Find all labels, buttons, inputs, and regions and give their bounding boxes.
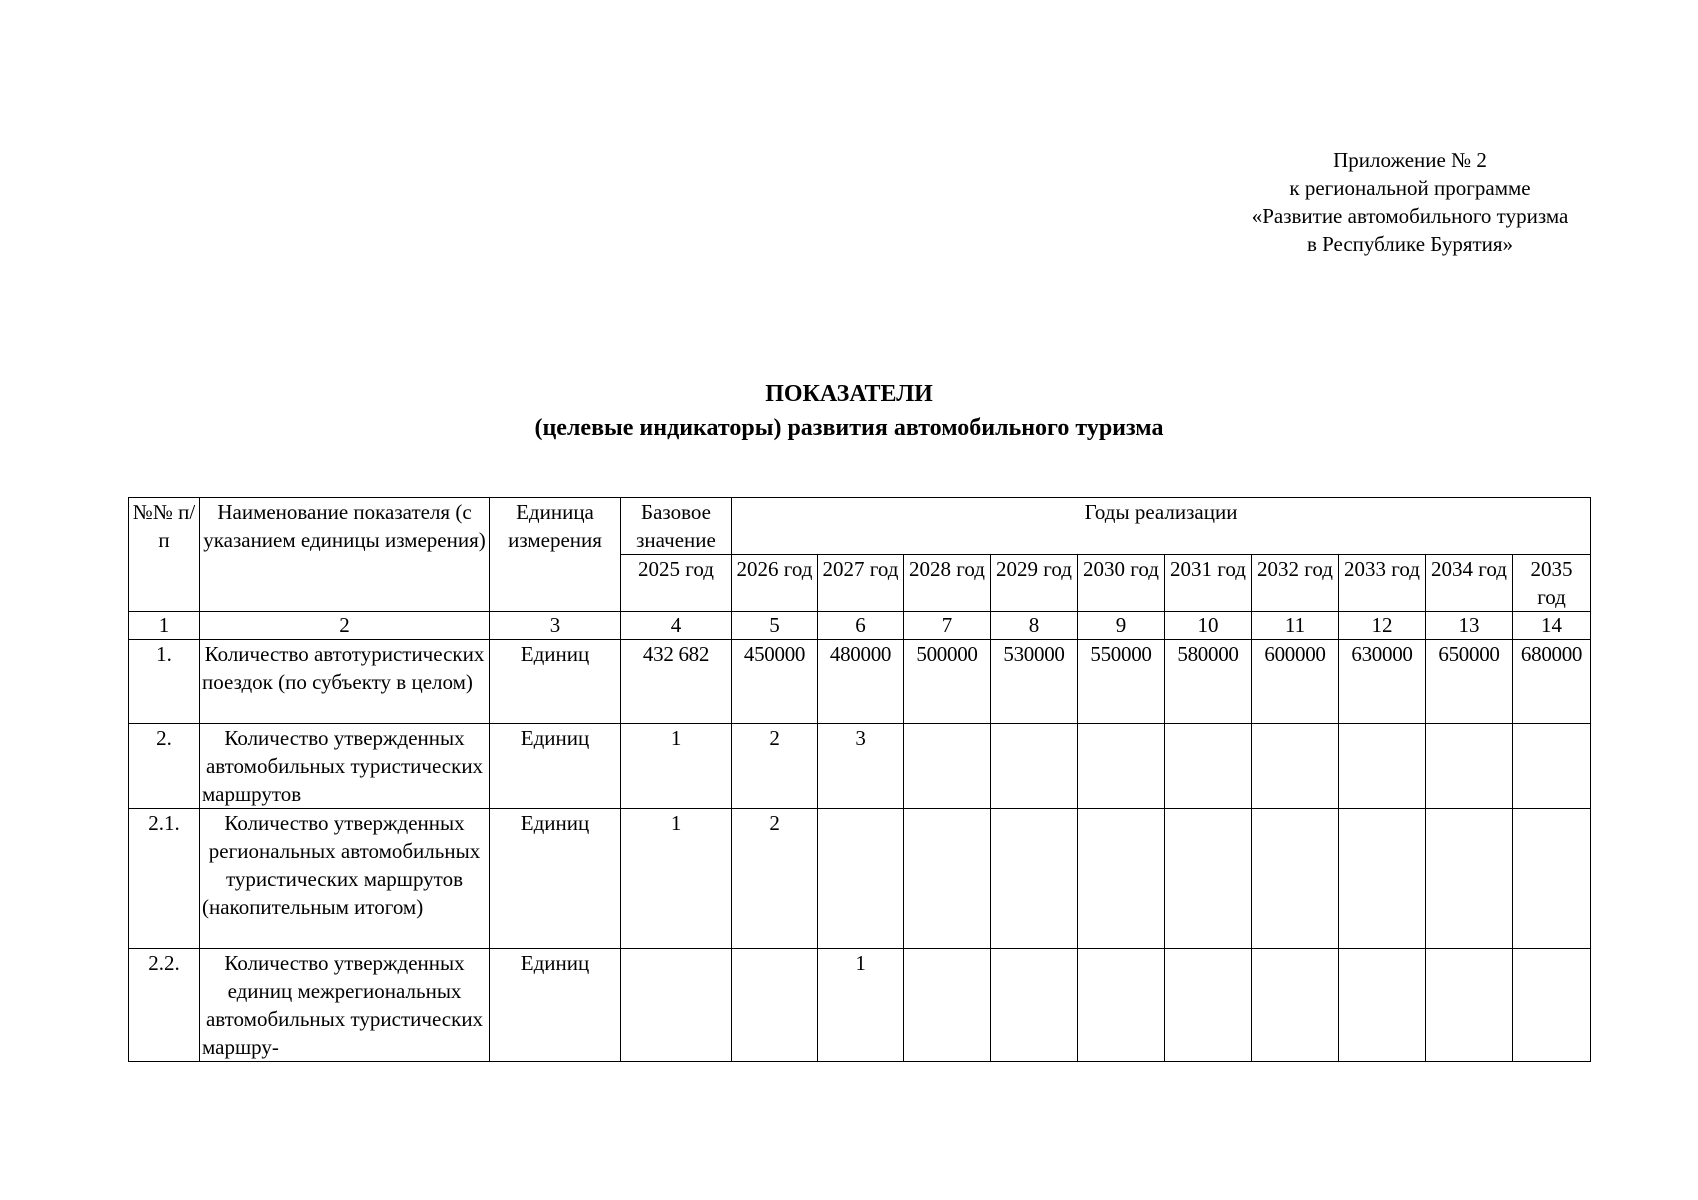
column-number: 9 <box>1078 612 1165 640</box>
appendix-line-3: «Развитие автомобильного туризма <box>1251 204 1569 228</box>
header-unit: Единица измерения <box>490 498 621 612</box>
year-header: 2031 год <box>1165 555 1252 612</box>
value-cell <box>1426 949 1513 1062</box>
year-header: 2032 год <box>1252 555 1339 612</box>
value-cell <box>1339 724 1426 809</box>
value-cell <box>1339 809 1426 949</box>
value-cell: 1 <box>621 724 732 809</box>
column-number: 12 <box>1339 612 1426 640</box>
row-number: 1. <box>129 640 200 724</box>
value-cell <box>991 809 1078 949</box>
appendix-note <box>1200 146 1620 258</box>
value-cell <box>1165 809 1252 949</box>
unit-cell: Единиц <box>490 949 621 1062</box>
value-cell <box>1252 809 1339 949</box>
column-number: 6 <box>818 612 904 640</box>
column-number: 2 <box>200 612 490 640</box>
table-row <box>129 640 1591 724</box>
value-cell: 1 <box>818 949 904 1062</box>
value-cell: 630000 <box>1339 640 1426 724</box>
value-cell <box>621 949 732 1062</box>
row-number: 2.1. <box>129 809 200 949</box>
value-cell: 550000 <box>1078 640 1165 724</box>
unit-cell: Единиц <box>490 640 621 724</box>
year-header: 2027 год <box>818 555 904 612</box>
value-cell <box>904 809 991 949</box>
year-header: 2035 год <box>1513 555 1591 612</box>
indicators-table <box>128 497 1591 1062</box>
year-header: 2033 год <box>1339 555 1426 612</box>
value-cell <box>1513 809 1591 949</box>
table-row <box>129 949 1591 1062</box>
value-cell <box>1339 949 1426 1062</box>
value-cell <box>1078 949 1165 1062</box>
value-cell <box>904 724 991 809</box>
value-cell: 580000 <box>1165 640 1252 724</box>
column-number-row <box>129 612 1591 640</box>
value-cell <box>1513 724 1591 809</box>
document-title <box>0 377 1698 445</box>
appendix-line-2: к региональной программе <box>1289 176 1531 200</box>
year-header: 2025 год <box>621 555 732 612</box>
indicator-name: Количество утвержденных автомобильных туристических маршрутов <box>200 724 490 809</box>
value-cell: 1 <box>621 809 732 949</box>
value-cell: 480000 <box>818 640 904 724</box>
appendix-line-1: Приложение № 2 <box>1333 148 1487 172</box>
header-num: №№ п/п <box>129 498 200 612</box>
header-base: Базовое значение <box>621 498 732 555</box>
column-number: 13 <box>1426 612 1513 640</box>
value-cell <box>1165 724 1252 809</box>
indicator-name: Количество автотуристических поездок (по субъекту в целом) <box>200 640 490 724</box>
column-number: 8 <box>991 612 1078 640</box>
header-years-group: Годы реализации <box>732 498 1591 555</box>
value-cell <box>1426 809 1513 949</box>
value-cell: 680000 <box>1513 640 1591 724</box>
header-row <box>129 498 1591 555</box>
document-title-line-1: ПОКАЗАТЕЛИ <box>765 381 933 407</box>
column-number: 4 <box>621 612 732 640</box>
value-cell: 2 <box>732 724 818 809</box>
value-cell: 600000 <box>1252 640 1339 724</box>
value-cell <box>991 949 1078 1062</box>
value-cell <box>1513 949 1591 1062</box>
header-name: Наименование показателя (с указанием единицы измерения) <box>200 498 490 612</box>
column-number: 10 <box>1165 612 1252 640</box>
year-header: 2026 год <box>732 555 818 612</box>
value-cell: 2 <box>732 809 818 949</box>
value-cell <box>732 949 818 1062</box>
row-number: 2. <box>129 724 200 809</box>
value-cell <box>1078 724 1165 809</box>
value-cell <box>1165 949 1252 1062</box>
year-header: 2029 год <box>991 555 1078 612</box>
column-number: 7 <box>904 612 991 640</box>
appendix-line-4: в Республике Бурятия» <box>1306 232 1514 256</box>
column-number: 5 <box>732 612 818 640</box>
value-cell <box>818 809 904 949</box>
column-number: 3 <box>490 612 621 640</box>
table-row <box>129 809 1591 949</box>
indicator-name: Количество утвержденных единиц межрегиональных автомобильных туристических маршру- <box>200 949 490 1062</box>
value-cell <box>1078 809 1165 949</box>
value-cell <box>991 724 1078 809</box>
value-cell: 432 682 <box>621 640 732 724</box>
indicator-name: Количество утвержденных региональных автомобильных туристических маршрутов (накопительным итогом) <box>200 809 490 949</box>
year-header: 2030 год <box>1078 555 1165 612</box>
value-cell <box>1252 724 1339 809</box>
document-title-line-2: (целевые индикаторы) развития автомобильного туризма <box>534 415 1164 441</box>
value-cell <box>1426 724 1513 809</box>
year-header: 2034 год <box>1426 555 1513 612</box>
row-number: 2.2. <box>129 949 200 1062</box>
table-row <box>129 724 1591 809</box>
unit-cell: Единиц <box>490 724 621 809</box>
value-cell: 450000 <box>732 640 818 724</box>
value-cell: 530000 <box>991 640 1078 724</box>
value-cell <box>1252 949 1339 1062</box>
column-number: 14 <box>1513 612 1591 640</box>
column-number: 1 <box>129 612 200 640</box>
value-cell: 650000 <box>1426 640 1513 724</box>
value-cell <box>904 949 991 1062</box>
unit-cell: Единиц <box>490 809 621 949</box>
value-cell: 500000 <box>904 640 991 724</box>
value-cell: 3 <box>818 724 904 809</box>
column-number: 11 <box>1252 612 1339 640</box>
year-header: 2028 год <box>904 555 991 612</box>
